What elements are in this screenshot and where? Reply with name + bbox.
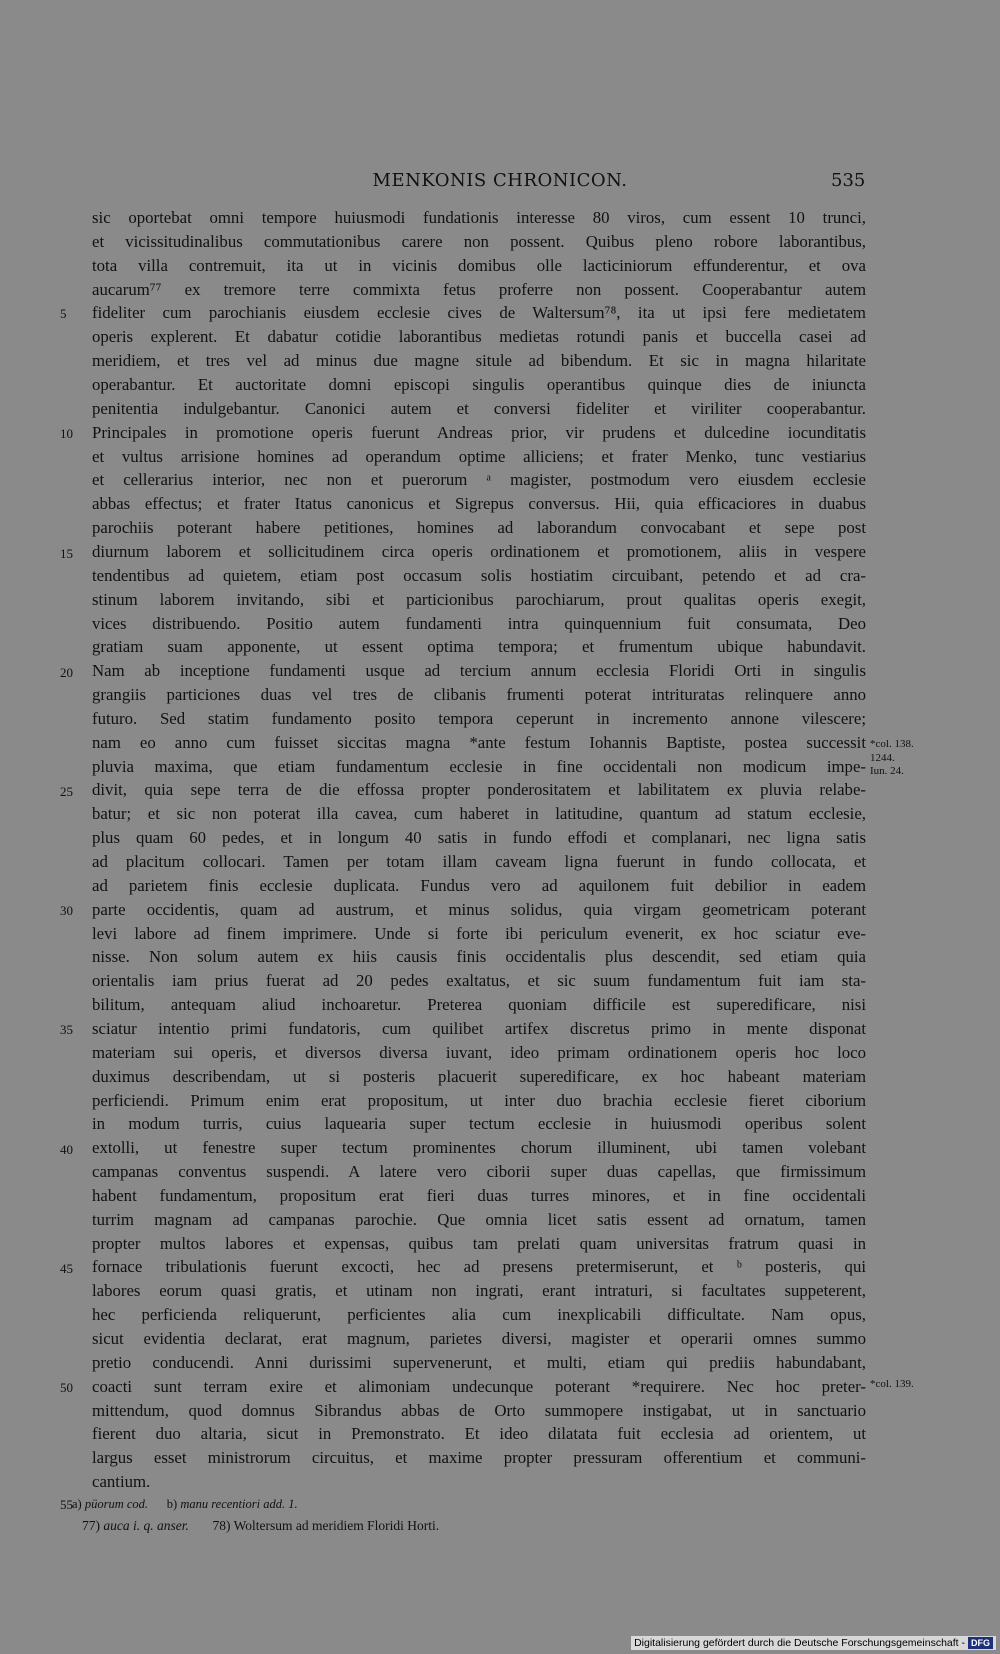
footnote-a-text: püorum cod. (84, 1497, 149, 1511)
text-line: habent fundamentum, propositum erat fieri duas turres minores, et in fine occidentali (92, 1185, 866, 1205)
line-number: 40 (60, 1142, 73, 1157)
footnote-77-label: 77) (82, 1518, 100, 1533)
footnote-b-text: manu recentiori add. 1. (180, 1497, 298, 1511)
text-line: plus quam 60 pedes, et in longum 40 satis in fundo effodi et complanari, nec ligna satis (92, 828, 866, 848)
text-line: operabantur. Et auctoritate domni episcopi singulis operantibus quinque dies de iniuncta (92, 375, 866, 394)
text-line: et vultus arrisione homines ad operandum optime alliciens; et frater Menko, tunc vestiarius (92, 446, 866, 466)
line-number: 50 (60, 1380, 73, 1395)
text-line: gratiam suam apponente, ut essent optima tempora; et frumentum ubique habundavit. (92, 637, 866, 657)
text-line: tendentibus ad quietem, etiam post occasum solis hostiatim circuibant, petendo et ad cra- (92, 565, 866, 585)
text-line: pluvia maxima, que etiam fundamentum ecclesie in fine occidentali non modicum impe- (92, 756, 866, 776)
line-number: 35 (60, 1022, 73, 1037)
text-line: mittendum, quod domnus Sibrandus abbas de Orto summopere instigabat, ut in sanctuario (92, 1400, 866, 1420)
text-line: hec perficienda reliquerunt, perficientes alia cum inexplicabili difficultate. Nam opus, (92, 1305, 866, 1325)
line-number: 45 (60, 1261, 73, 1276)
margin-note-year: 1244. (870, 752, 895, 764)
text-line: et vicissitudinalibus commutationibus carere non possent. Quibus pleno robore laborantibus, (92, 231, 866, 251)
line-number: 20 (60, 665, 73, 680)
text-line: fierent duo altaria, sicut in Premonstrato. Et ideo dilatata fuit ecclesia ad orientem, ut (92, 1424, 866, 1444)
text-line: parte occidentis, quam ad austrum, et minus solidus, quia virgam geometricam poterant (92, 899, 866, 919)
text-line: levi labore ad finem imprimere. Unde si forte ibi periculum evenerit, ex hoc sciatur eve- (92, 923, 866, 943)
text-line: bilitum, antequam aliud inchoaretur. Preterea quoniam difficile est superedificare, nisi (92, 995, 866, 1015)
line-number: 15 (60, 546, 73, 561)
attribution-text: Digitalisierung gefördert durch die Deutsche Forschungsgemeinschaft - (634, 1637, 965, 1649)
text-line: extolli, ut fenestre super tectum prominentes chorum illuminent, ubi tamen volebant (92, 1138, 866, 1158)
line-number: 55 (60, 1497, 73, 1512)
text-line: propter multos labores et expensas, quibus tam prelati quam universitas fratrum quasi in (92, 1233, 866, 1253)
margin-note-date: Iun. 24. (870, 765, 904, 777)
text-line: tota villa contremuit, ita ut in vicinis domibus olle lacticiniorum effunderentur, et ova (92, 255, 866, 275)
text-line: coacti sunt terram exire et alimoniam undecunque poterant *requirere. Nec hoc preter- (92, 1376, 866, 1396)
text-line: abbas effectus; et frater Itatus canonicus et Sigrepus conversus. Hii, quia efficaciores in duabus (92, 494, 866, 514)
text-line: in modum turris, cuius laquearia super tectum ecclesie in huiusmodi operibus solent (92, 1114, 866, 1134)
margin-note-col-138: *col. 138. (870, 738, 914, 750)
text-line: campanas conventus suspendi. A latere vero ciborii super duas capellas, que firmissimum (92, 1162, 866, 1181)
text-line: sicut evidentia declarat, erat magnum, parietes diversi, magister et operarii omnes summo (92, 1329, 866, 1348)
text-line: futuro. Sed statim fundamento posito tempora ceperunt in incremento annone vilescere; (92, 708, 866, 728)
text-line: fornace tribulationis fuerunt excocti, hec ad presens pretermiserunt, et ᵇ posteris, qui (92, 1257, 866, 1277)
text-line: penitentia indulgebantur. Canonici autem et conversi fideliter et viriliter cooperabantur. (92, 398, 866, 418)
text-line: aucarum⁷⁷ ex tremore terre commixta fetus proferre non possent. Cooperabantur autem (92, 279, 866, 299)
footnote-a-label: a) (72, 1497, 82, 1511)
text-line: batur; et sic non poterat illa cavea, cum haberet in latitudine, quantum ad statum ecclesie, (92, 804, 866, 824)
text-line: sic oportebat omni tempore huiusmodi fundationis interesse 80 viros, cum essent 10 trunci, (92, 208, 866, 227)
text-line: divit, quia sepe terra de die effossa propter ponderositatem et labilitatem ex pluvia relabe- (92, 780, 866, 800)
line-number: 25 (60, 784, 73, 799)
footnote-77-text: auca i. q. anser. (103, 1518, 189, 1533)
text-line: perficiendi. Primum enim erat propositum, ut inter duo brachia ecclesie fieret ciborium (92, 1090, 866, 1110)
text-line: parochiis poterant habere petitiones, homines ad laborandum convocabant et sepe post (92, 518, 866, 537)
attribution-bar (631, 1636, 996, 1650)
dfg-logo: DFG (968, 1637, 993, 1649)
line-number: 30 (60, 903, 73, 918)
page-title: MENKONIS CHRONICON. (372, 170, 628, 191)
text-line: nam eo anno cum fuisset siccitas magna *ante festum Iohannis Baptiste, postea successit (92, 732, 866, 752)
text-line: pretio conducendi. Anni durissimi supervenerunt, et multi, etiam qui prediis habundabant, (92, 1352, 866, 1372)
text-line: nisse. Non solum autem ex hiis causis finis occidentalis plus descendit, sed etiam quia (92, 947, 866, 967)
text-line: ad parietem finis ecclesie duplicata. Fundus vero ad aquilonem fuit debilior in eadem (92, 875, 866, 895)
text-line: duximus describendam, ut si posteris placuerit superedificare, ex hoc habeant materiam (92, 1066, 866, 1086)
text-line: grangiis particiones duas vel tres de clibanis frumenti poterat intrituratas relinquere anno (92, 685, 866, 704)
line-number: 10 (60, 426, 73, 441)
footnote-78-label: 78) (212, 1518, 231, 1533)
footnote-apparatus (72, 1497, 298, 1512)
text-line: diurnum laborem et sollicitudinem circa operis ordinationem et promotionem, aliis in vespere (92, 541, 866, 561)
text-line: et cellerarius interior, nec non et puerorum ᵃ magister, postmodum vero eiusdem ecclesie (92, 470, 866, 490)
text-line: stinum laborem invitando, sibi et particionibus parochiarum, prout qualitas operis exegit, (92, 589, 866, 609)
text-line: meridiem, et tres vel ad minus due magne situle ad bibendum. Et sic in magna hilaritate (92, 351, 866, 371)
text-line: ad placitum collocari. Tamen per totam illam caveam ligna fuerunt in fundo collocata, et (92, 852, 866, 871)
text-line: largus esset ministrorum circuitus, et maxime propter pressuram offerentium et communi- (92, 1448, 866, 1468)
text-line: fideliter cum parochianis eiusdem ecclesie cives de Waltersum⁷⁸, ita ut ipsi fere medietatem (92, 303, 866, 323)
footnote-b-label: b) (166, 1497, 178, 1511)
line-number: 5 (60, 306, 67, 321)
text-line: Nam ab inceptione fundamenti usque ad tercium annum ecclesia Floridi Orti in singulis (92, 661, 866, 681)
footnote-notes (82, 1518, 439, 1534)
footnote-78-text: Woltersum ad meridiem Floridi Horti. (233, 1518, 440, 1533)
text-line: cantium. (92, 1472, 151, 1492)
text-line: operis explerent. Et dabatur cotidie laborantibus medietas rotundi panis et buccella casei ad (92, 327, 866, 347)
text-line: labores eorum quasi gratis, et utinam non ingrati, erant intraturi, si facultates suppeterent, (92, 1281, 866, 1301)
margin-note-col-139: *col. 139. (870, 1378, 914, 1390)
text-line: Principales in promotione operis fuerunt Andreas prior, vir prudens et dulcedine iocunditatis (92, 422, 866, 442)
text-line: turrim magnam ad campanas parochie. Que omnia licet satis essent ad ornatum, tamen (92, 1209, 866, 1229)
page-number: 535 (831, 170, 866, 191)
text-line: sciatur intentio primi fundatoris, cum quilibet artifex discretus primo in mente disponat (92, 1018, 866, 1038)
text-line: orientalis iam prius fuerat ad 20 pedes exaltatus, et sic suum fundamentum fuit iam sta- (92, 971, 866, 991)
text-line: vices distribuendo. Positio autem fundamenti intra quinquennium fuit consumata, Deo (92, 613, 866, 633)
text-line: materiam sui operis, et diversos diversa iuvant, ideo primam ordinationem operis hoc loco (92, 1042, 866, 1062)
